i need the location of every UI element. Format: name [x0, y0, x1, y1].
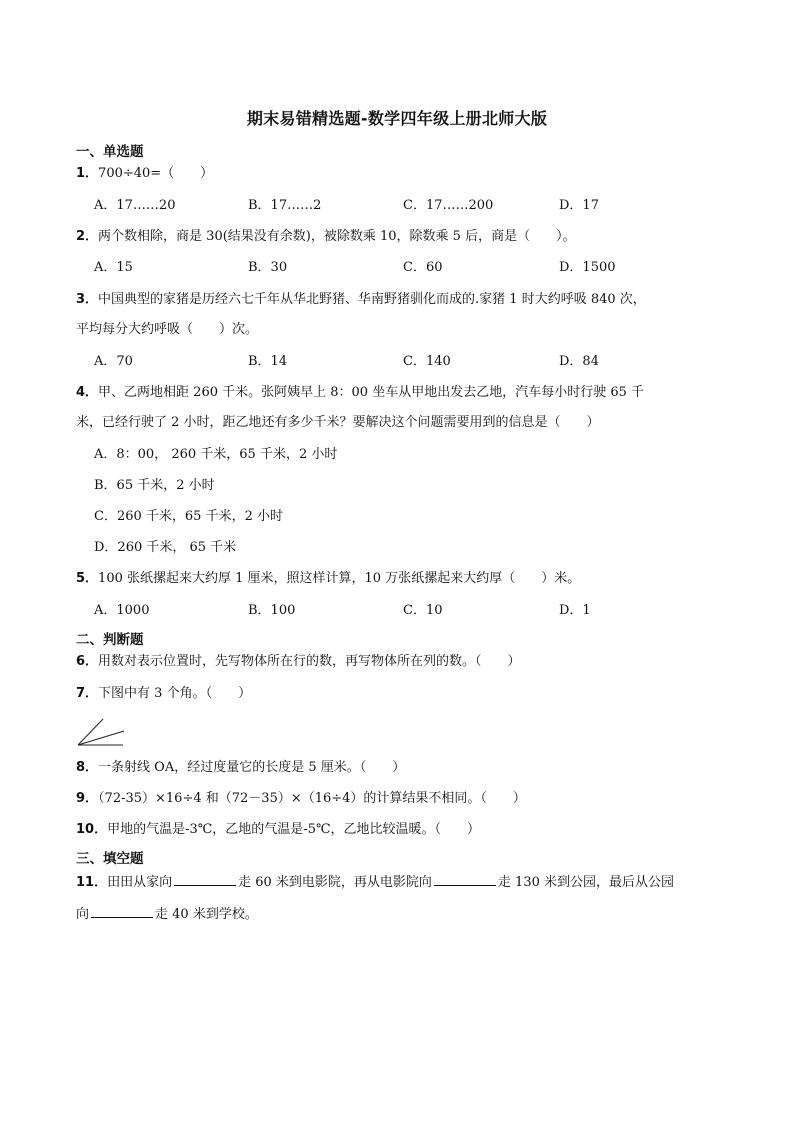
- question-number: 8．: [76, 760, 99, 775]
- option-a: A．17……20: [94, 198, 176, 213]
- option-c: C．60: [403, 260, 443, 275]
- question-text-part-3: 走 130 米到公园，最后从公园: [497, 875, 674, 890]
- question-11: [76, 872, 674, 892]
- question-number: 2．: [76, 229, 99, 244]
- question-9: [76, 790, 526, 808]
- question-number: 7．: [76, 686, 99, 701]
- option-c: C．260 千米，65 千米，2 小时: [94, 509, 283, 524]
- question-text-part-5: 走 40 米到学校。: [155, 907, 258, 922]
- option-c: C．10: [403, 603, 443, 618]
- question-text: 下图中有 3 个角。（ ）: [98, 686, 252, 701]
- question-text-line-1: 甲、乙两地相距 260 千米。张阿姨早上 8：00 坐车从甲地出发去乙地，汽车每小时行驶 65 千: [98, 385, 645, 400]
- option-d: D．84: [559, 354, 599, 369]
- question-number: 6．: [76, 654, 99, 669]
- section-heading-single-choice: 一、单选题: [76, 144, 144, 160]
- question-4: [76, 384, 644, 402]
- option-c: C．140: [403, 354, 451, 369]
- question-8: [76, 759, 405, 777]
- option-d: D．1: [559, 603, 591, 618]
- option-b: B．100: [248, 603, 296, 618]
- question-number: 10．: [76, 822, 108, 837]
- question-5: [76, 570, 580, 588]
- option-b: B．65 千米，2 小时: [94, 478, 215, 493]
- question-text-line-1: 中国典型的家猪是历经六七千年从华北野猪、华南野猪驯化而成的.家猪 1 时大约呼吸 840 次，: [98, 292, 646, 307]
- option-a: A．70: [94, 354, 133, 369]
- question-text: 甲地的气温是-3℃，乙地的气温是-5℃，乙地比较温暖。（ ）: [107, 822, 481, 837]
- option-d: D．1500: [559, 260, 616, 275]
- question-text: （72-35）×16÷4 和（72－35）×（16÷4）的计算结果不相同。（ ）: [98, 791, 526, 806]
- question-7: [76, 685, 251, 703]
- question-3-line-2: 平均每分大约呼吸（ ）次。: [76, 322, 259, 337]
- option-c: C．17……200: [403, 198, 494, 213]
- question-number: 9．: [76, 791, 99, 806]
- question-number: 1．: [76, 166, 99, 181]
- question-10: [76, 821, 480, 839]
- option-a: A．8：00， 260 千米，65 千米，2 小时: [94, 447, 338, 462]
- section-heading-true-false: 二、判断题: [76, 632, 144, 648]
- question-text: 用数对表示位置时，先写物体所在行的数，再写物体所在列的数。（ ）: [98, 654, 521, 669]
- option-d: D．260 千米， 65 千米: [94, 540, 237, 555]
- question-text-part-2: 走 60 米到电影院，再从电影院向: [238, 875, 432, 890]
- answer-blank-1[interactable]: [174, 872, 236, 886]
- question-4-line-2: 米，已经行驶了 2 小时，距乙地还有多少千米？要解决这个问题需要用到的信息是（ ）: [76, 415, 600, 430]
- option-b: B．14: [248, 354, 288, 369]
- option-d: D．17: [559, 198, 599, 213]
- question-11-line-2: [76, 904, 258, 924]
- question-text: 一条射线 OA，经过度量它的长度是 5 厘米。（ ）: [98, 760, 406, 775]
- question-1: [76, 165, 213, 183]
- answer-blank-2[interactable]: [434, 872, 496, 886]
- question-number: 4．: [76, 385, 99, 400]
- option-a: A．1000: [94, 603, 150, 618]
- section-heading-fill-blank: 三、填空题: [76, 851, 144, 867]
- question-number: 5．: [76, 571, 99, 586]
- option-a: A．15: [94, 260, 133, 275]
- question-2: [76, 228, 576, 246]
- question-text-part-4: 向: [76, 907, 90, 922]
- answer-blank-3[interactable]: [91, 904, 153, 918]
- question-6: [76, 653, 521, 671]
- option-b: B．17……2: [248, 198, 322, 213]
- question-text: 100 张纸摞起来大约厚 1 厘米，照这样计算，10 万张纸摞起来大约厚（ ）米。: [98, 571, 581, 586]
- question-text-part-1: 田田从家向: [107, 875, 173, 890]
- question-number: 3．: [76, 292, 99, 307]
- angle-figure: [76, 716, 128, 748]
- option-b: B．30: [248, 260, 288, 275]
- question-text: 两个数相除，商是 30(结果没有余数)，被除数乘 10，除数乘 5 后，商是（ ）。: [98, 229, 576, 244]
- question-3: [76, 291, 646, 309]
- page-title: 期末易错精选题-数学四年级上册北师大版: [246, 109, 548, 128]
- question-text: 700÷40=（ ）: [98, 166, 214, 181]
- question-number: 11．: [76, 875, 108, 890]
